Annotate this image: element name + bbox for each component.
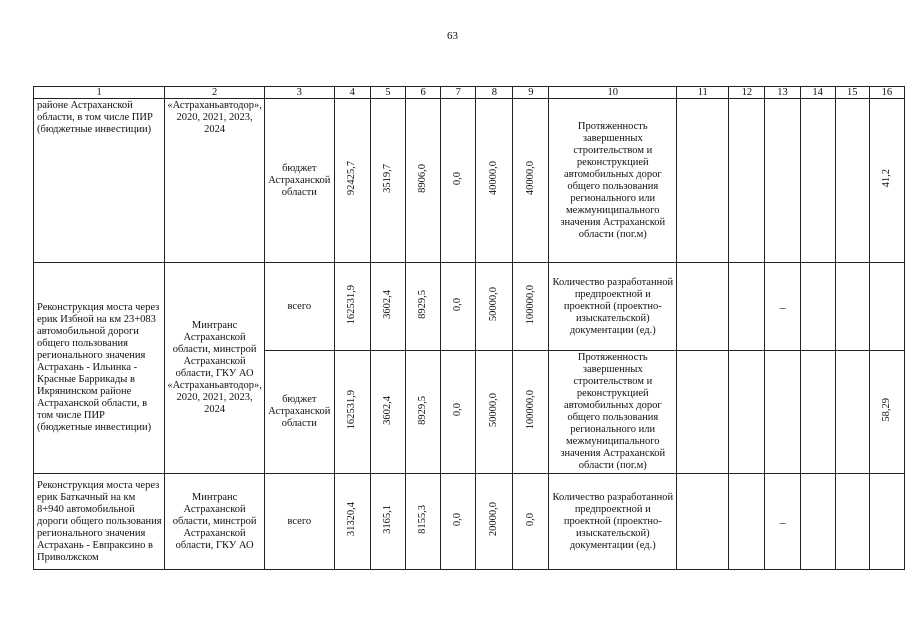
col-header: 8 — [476, 87, 513, 99]
col-header: 5 — [370, 87, 405, 99]
value-cell — [405, 263, 440, 351]
value-cell — [405, 99, 440, 263]
value-cell — [869, 474, 904, 570]
value-cell — [334, 474, 370, 570]
value-cell — [441, 99, 476, 263]
value-cell — [334, 99, 370, 263]
col-header: 1 — [34, 87, 165, 99]
empty-cell — [800, 351, 835, 474]
value-cell — [405, 351, 440, 474]
indicator-value-cell: – — [765, 263, 800, 351]
object-name-cell: Реконструкция моста через ерик Избной на км 23+083 автомобильной дороги общего пользования регионального значения Астрахань - Ильинка - Красные Баррикады в Икрянинском районе Астраханской области, в том числе ПИР (бюджетные инвестиции) — [34, 263, 165, 474]
value-year: 3519,7 — [381, 164, 393, 193]
col-header: 7 — [441, 87, 476, 99]
value-cell — [513, 474, 549, 570]
value-year: 0,0 — [452, 297, 464, 312]
col-header: 10 — [549, 87, 677, 99]
value-year: 100000,0 — [524, 284, 536, 325]
value-year: 0,0 — [452, 403, 464, 417]
page-number: 63 — [447, 30, 458, 42]
value-year: 3165,1 — [381, 505, 393, 534]
value-year: 20000,0 — [488, 502, 500, 537]
table-row — [34, 99, 905, 263]
empty-cell — [800, 474, 835, 570]
value-cell — [441, 351, 476, 474]
value-cell — [334, 351, 370, 474]
funding-source-cell: всего — [264, 263, 334, 351]
col-header: 16 — [869, 87, 904, 99]
value-total: 92425,7 — [346, 161, 358, 196]
value-cell — [869, 351, 904, 474]
value-cell — [513, 351, 549, 474]
col-header: 2 — [165, 87, 265, 99]
value-year: 0,0 — [452, 171, 464, 186]
indicator-cell: Протяженность завершенных строительством и реконструкцией автомобильных дорог общего пользования регионального или межмуниципального значения Астраханской области (пог.м) — [549, 351, 677, 474]
value-cell — [334, 263, 370, 351]
value-year: 3602,4 — [381, 395, 393, 425]
value-year: 8929,5 — [417, 290, 429, 319]
empty-cell — [835, 474, 869, 570]
indicator-cell: Протяженность завершенных строительством и реконструкцией автомобильных дорог общего пользования регионального или межмуниципального значения Астраханской области (пог.м) — [549, 99, 677, 263]
value-cell — [370, 263, 405, 351]
value-cell — [513, 263, 549, 351]
value-cell — [476, 99, 513, 263]
target-value: 41,2 — [880, 169, 892, 188]
value-year: 40000,0 — [488, 161, 500, 196]
value-cell — [441, 263, 476, 351]
value-cell — [476, 474, 513, 570]
empty-cell — [835, 263, 869, 351]
col-header: 3 — [264, 87, 334, 99]
table-row — [34, 474, 905, 570]
empty-cell — [677, 474, 729, 570]
executor-cell: Минтранс Астраханской области, минстрой Астраханской области, ГКУ АО «Астраханьавтодор», 2020, 2021, 2023, 2024 — [165, 263, 265, 474]
value-cell — [476, 263, 513, 351]
value-year: 8906,0 — [417, 164, 429, 193]
empty-cell — [677, 351, 729, 474]
column-number-row — [34, 87, 905, 99]
value-total: 162531,9 — [346, 284, 358, 325]
value-cell — [370, 474, 405, 570]
object-name-cell: Реконструкция моста через ерик Баткачный на км 8+940 автомобильной дороги общего пользования регионального значения Астрахань - Евпраксино в Приволжском — [34, 474, 165, 570]
funding-source-cell: всего — [264, 474, 334, 570]
value-cell — [869, 263, 904, 351]
funding-source-cell: бюджет Астраханской области — [264, 99, 334, 263]
table-row — [34, 263, 905, 351]
col-header: 13 — [765, 87, 800, 99]
value-year: 0,0 — [524, 512, 536, 527]
value-year: 50000,0 — [488, 287, 500, 322]
value-cell — [869, 99, 904, 263]
col-header: 12 — [729, 87, 765, 99]
program-table — [33, 86, 905, 570]
value-year: 3602,4 — [381, 290, 393, 319]
object-name-cell: районе Астраханской области, в том числе ПИР (бюджетные инвестиции) — [34, 99, 165, 263]
funding-source-cell: бюджет Астраханской области — [264, 351, 334, 474]
indicator-cell: Количество разработанной предпроектной и проектной (проектно-изыскательской) документации (ед.) — [549, 474, 677, 570]
value-year: 8929,5 — [417, 395, 429, 425]
executor-cell: «Астраханьавтодор», 2020, 2021, 2023, 2024 — [165, 99, 265, 263]
indicator-value-cell — [765, 351, 800, 474]
value-cell — [513, 99, 549, 263]
value-total: 31320,4 — [346, 502, 358, 537]
value-year: 100000,0 — [524, 390, 536, 430]
indicator-value-cell — [765, 99, 800, 263]
executor-cell: Минтранс Астраханской области, минстрой Астраханской области, ГКУ АО — [165, 474, 265, 570]
empty-cell — [835, 99, 869, 263]
target-value: 58,29 — [880, 398, 892, 422]
value-year: 50000,0 — [488, 392, 500, 428]
value-year: 8155,3 — [417, 505, 429, 534]
col-header: 4 — [334, 87, 370, 99]
empty-cell — [800, 263, 835, 351]
col-header: 14 — [800, 87, 835, 99]
empty-cell — [835, 351, 869, 474]
empty-cell — [729, 351, 765, 474]
empty-cell — [800, 99, 835, 263]
empty-cell — [677, 99, 729, 263]
col-header: 6 — [405, 87, 440, 99]
empty-cell — [729, 99, 765, 263]
empty-cell — [729, 474, 765, 570]
value-year: 40000,0 — [524, 161, 536, 196]
value-cell — [370, 351, 405, 474]
col-header: 15 — [835, 87, 869, 99]
value-cell — [476, 351, 513, 474]
empty-cell — [677, 263, 729, 351]
value-cell — [441, 474, 476, 570]
value-cell — [370, 99, 405, 263]
value-year: 0,0 — [452, 512, 464, 527]
value-total: 162531,9 — [346, 390, 358, 430]
col-header: 9 — [513, 87, 549, 99]
indicator-cell: Количество разработанной предпроектной и проектной (проектно-изыскательской) документации (ед.) — [549, 263, 677, 351]
empty-cell — [729, 263, 765, 351]
col-header: 11 — [677, 87, 729, 99]
indicator-value-cell: – — [765, 474, 800, 570]
value-cell — [405, 474, 440, 570]
